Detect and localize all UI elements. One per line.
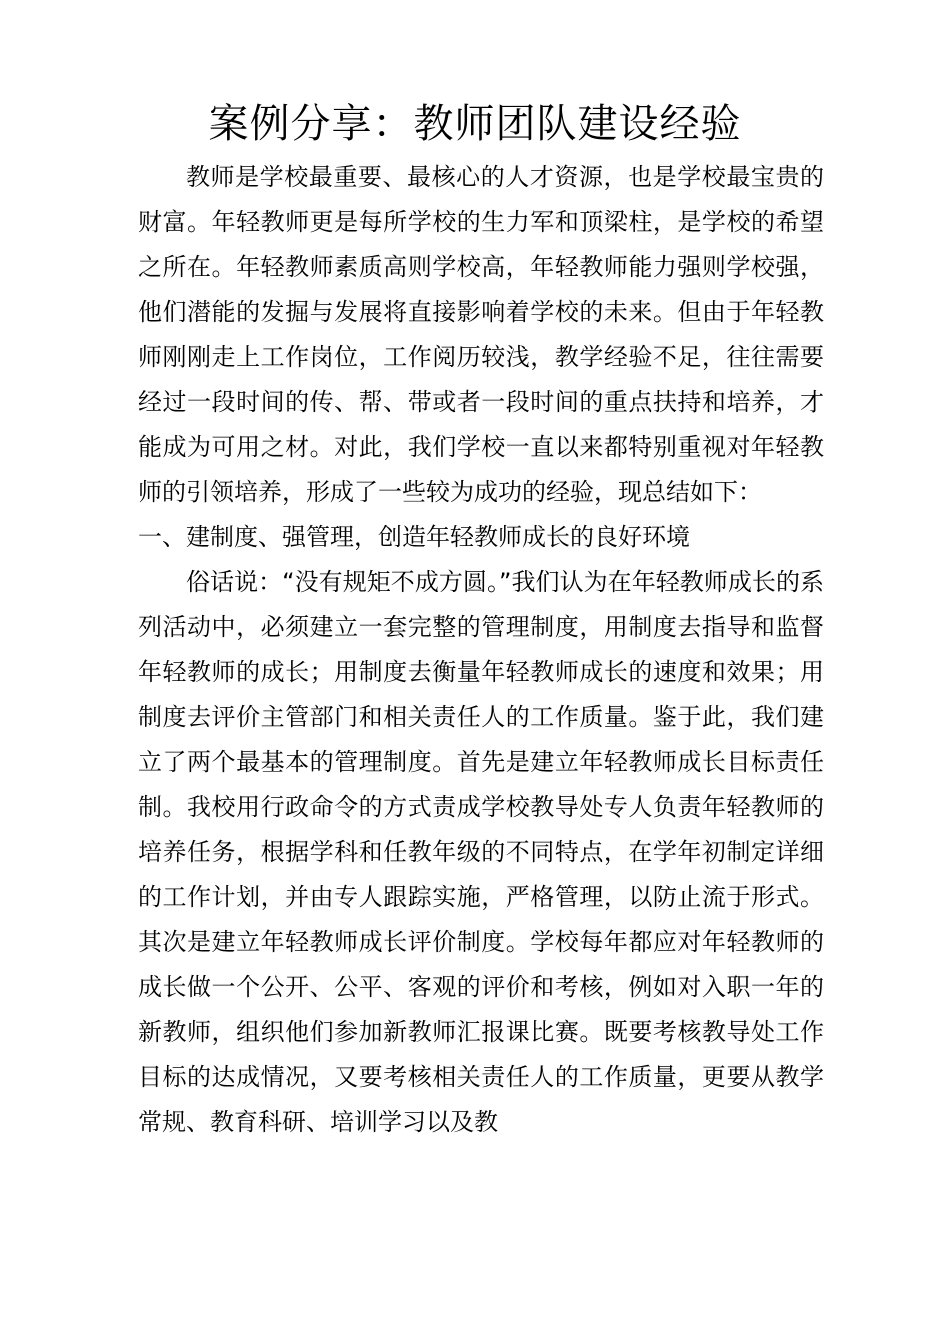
section-heading-1: 一、建制度、强管理，创造年轻教师成长的良好环境: [138, 523, 690, 551]
paragraph-intro: 教师是学校最重要、最核心的人才资源，也是学校最宝贵的财富。年轻教师更是每所学校的生力军和顶梁柱，是学校的希望之所在。年轻教师素质高则学校高，年轻教师能力强则学校强，他们潜能的发掘与发展将直接影响着学校的未来。但由于年轻教师刚刚走上工作岗位，工作阅历较浅，教学经验不足，往往需要经过一段时间的传、帮、带或者一段时间的重点扶持和培养，才能成为可用之材。对此，我们学校一直以来都特别重视对年轻教师的引领培养，形成了一些较为成功的经验，现总结如下：: [138, 163, 824, 506]
paragraph-section-1: 俗话说：“没有规矩不成方圆。”我们认为在年轻教师成长的系列活动中，必须建立一套完整的管理制度，用制度去指导和监督年轻教师的成长；用制度去衡量年轻教师成长的速度和效果；用制度去评价主管部门和相关责任人的工作质量。鉴于此，我们建立了两个最基本的管理制度。首先是建立年轻教师成长目标责任制。我校用行政命令的方式责成学校教导处专人负责年轻教师的培养任务，根据学科和任教年级的不同特点，在学年初制定详细的工作计划，并由专人跟踪实施，严格管理，以防止流于形式。其次是建立年轻教师成长评价制度。学校每年都应对年轻教师的成长做一个公开、公平、客观的评价和考核，例如对入职一年的新教师，组织他们参加新教师汇报课比赛。既要考核教导处工作目标的达成情况，又要考核相关责任人的工作质量，更要从教学常规、教育科研、培训学习以及教: [138, 568, 824, 1136]
document-body: [138, 155, 824, 1145]
document-title: 案例分享：教师团队建设经验: [208, 101, 742, 147]
